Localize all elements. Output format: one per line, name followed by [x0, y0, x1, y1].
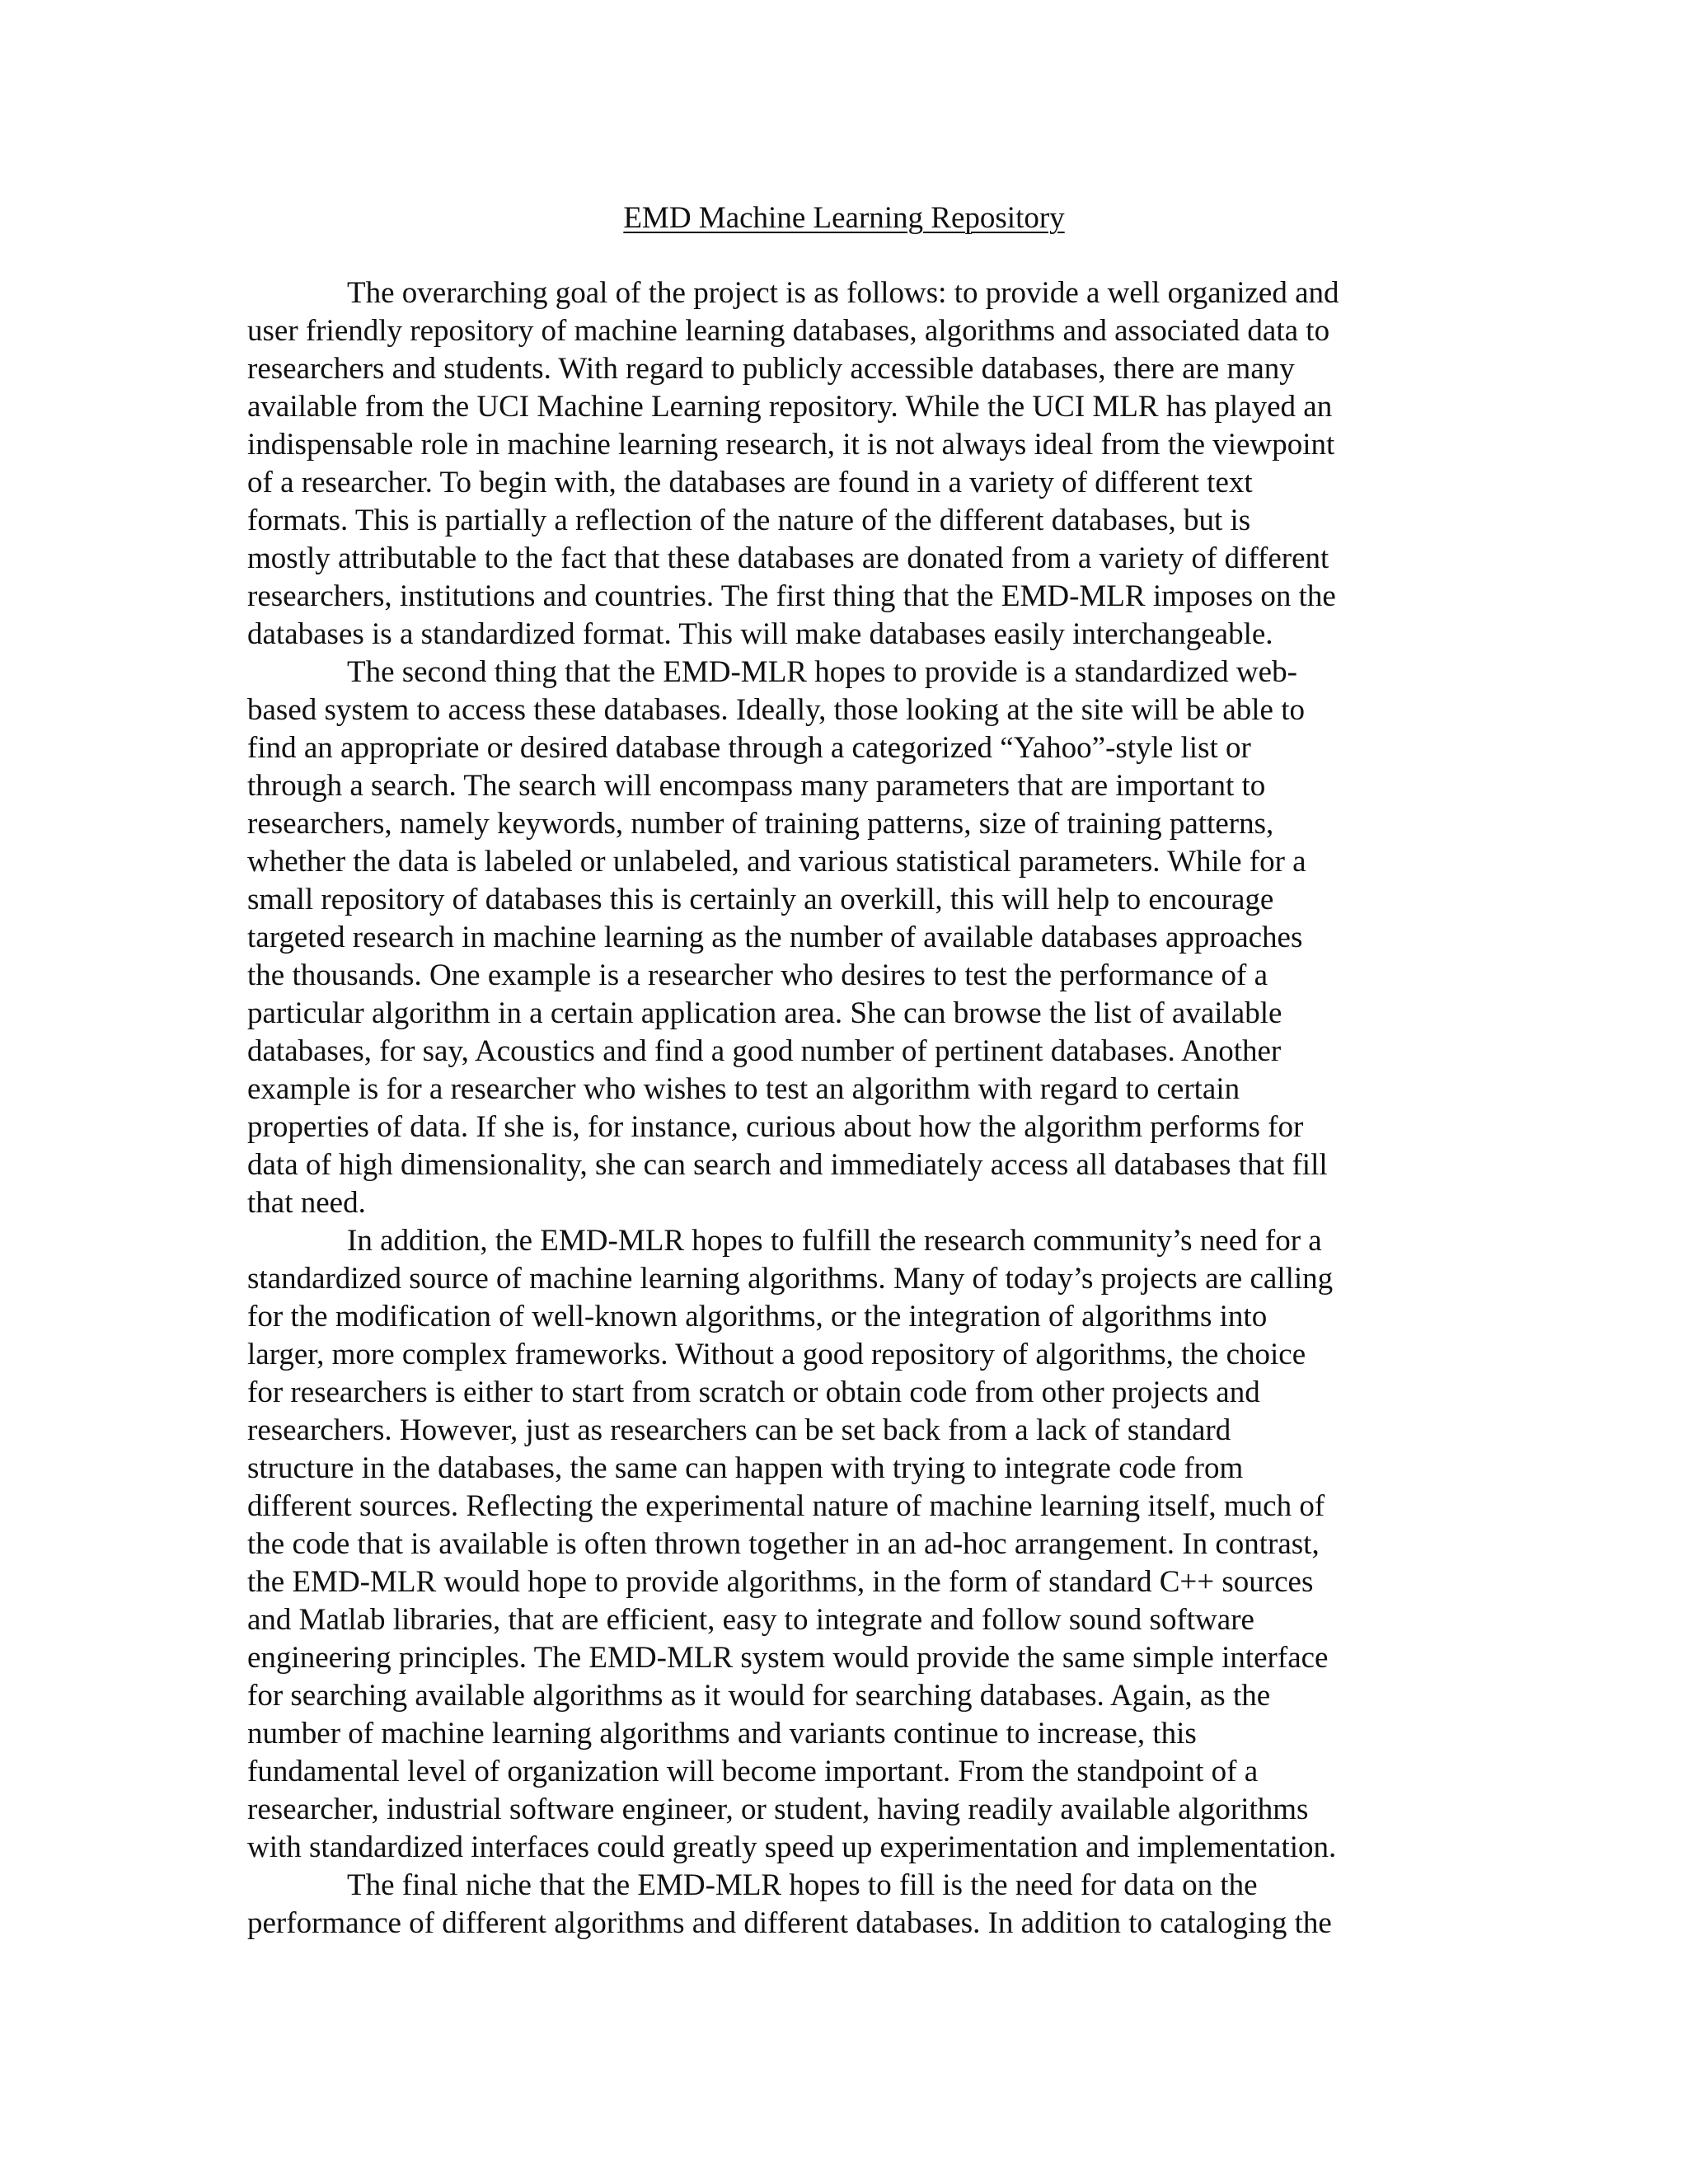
text-line: performance of different algorithms and different databases. In addition to cataloging the — [247, 1906, 1332, 1940]
text-line: through a search. The search will encompass many parameters that are important to — [247, 769, 1266, 803]
paragraph-first-line: The second thing that the EMD-MLR hopes to provide is a standardized web- — [347, 655, 1297, 689]
text-line: mostly attributable to the fact that these databases are donated from a variety of different — [247, 541, 1329, 575]
text-line: that need. — [247, 1186, 366, 1220]
paragraph-first-line: The overarching goal of the project is as follows: to provide a well organized and — [347, 276, 1339, 310]
text-line: standardized source of machine learning algorithms. Many of today’s projects are calling — [247, 1262, 1334, 1296]
paragraph-first-line: In addition, the EMD-MLR hopes to fulfill the research community’s need for a — [347, 1224, 1322, 1258]
text-line: researchers and students. With regard to publicly accessible databases, there are many — [247, 352, 1295, 386]
text-line: for researchers is either to start from scratch or obtain code from other projects and — [247, 1376, 1260, 1409]
document-title: EMD Machine Learning Repository — [623, 201, 1065, 235]
text-line: the code that is available is often thrown together in an ad-hoc arrangement. In contrast, — [247, 1527, 1320, 1561]
text-line: number of machine learning algorithms and variants continue to increase, this — [247, 1717, 1197, 1750]
text-line: databases is a standardized format. This will make databases easily interchangeable. — [247, 617, 1273, 651]
text-line: example is for a researcher who wishes to test an algorithm with regard to certain — [247, 1072, 1240, 1106]
text-line: the EMD-MLR would hope to provide algorithms, in the form of standard C++ sources — [247, 1565, 1314, 1599]
text-line: structure in the databases, the same can happen with trying to integrate code from — [247, 1451, 1244, 1485]
text-line: based system to access these databases. Ideally, those looking at the site will be able to — [247, 693, 1305, 727]
text-line: with standardized interfaces could greatly speed up experimentation and implementation. — [247, 1830, 1337, 1864]
text-line: researchers, institutions and countries. The first thing that the EMD-MLR imposes on the — [247, 579, 1336, 613]
text-line: particular algorithm in a certain application area. She can browse the list of available — [247, 996, 1282, 1030]
text-line: indispensable role in machine learning research, it is not always ideal from the viewpoint — [247, 428, 1335, 462]
text-line: researchers. However, just as researchers can be set back from a lack of standard — [247, 1413, 1231, 1447]
text-line: researchers, namely keywords, number of training patterns, size of training patterns, — [247, 807, 1274, 841]
text-line: larger, more complex frameworks. Without a good repository of algorithms, the choice — [247, 1338, 1306, 1371]
text-line: for the modification of well-known algorithms, or the integration of algorithms into — [247, 1300, 1268, 1333]
text-line: for searching available algorithms as it would for searching databases. Again, as the — [247, 1679, 1271, 1713]
text-line: find an appropriate or desired database through a categorized “Yahoo”-style list or — [247, 731, 1251, 765]
text-line: data of high dimensionality, she can search and immediately access all databases that fill — [247, 1148, 1328, 1182]
text-line: databases, for say, Acoustics and find a good number of pertinent databases. Another — [247, 1034, 1282, 1068]
text-line: formats. This is partially a reflection of the nature of the different databases, but is — [247, 504, 1251, 537]
text-line: whether the data is labeled or unlabeled, and various statistical parameters. While for a — [247, 845, 1306, 879]
text-line: engineering principles. The EMD-MLR system would provide the same simple interface — [247, 1641, 1329, 1675]
text-line: and Matlab libraries, that are efficient, easy to integrate and follow sound software — [247, 1603, 1254, 1637]
text-line: available from the UCI Machine Learning repository. While the UCI MLR has played an — [247, 390, 1333, 424]
text-line: fundamental level of organization will become important. From the standpoint of a — [247, 1755, 1259, 1788]
text-line: small repository of databases this is certainly an overkill, this will help to encourage — [247, 883, 1274, 916]
text-line: different sources. Reflecting the experimental nature of machine learning itself, much of — [247, 1489, 1325, 1523]
document-body — [247, 274, 1442, 1943]
text-line: targeted research in machine learning as the number of available databases approaches — [247, 921, 1303, 954]
text-line: the thousands. One example is a researcher who desires to test the performance of a — [247, 958, 1268, 992]
paragraph-first-line: The final niche that the EMD-MLR hopes to fill is the need for data on the — [347, 1868, 1258, 1902]
text-line: properties of data. If she is, for instance, curious about how the algorithm performs for — [247, 1110, 1304, 1144]
text-line: researcher, industrial software engineer, or student, having readily available algorithms — [247, 1793, 1309, 1826]
text-line: user friendly repository of machine learning databases, algorithms and associated data to — [247, 314, 1330, 348]
text-line: of a researcher. To begin with, the databases are found in a variety of different text — [247, 466, 1253, 499]
